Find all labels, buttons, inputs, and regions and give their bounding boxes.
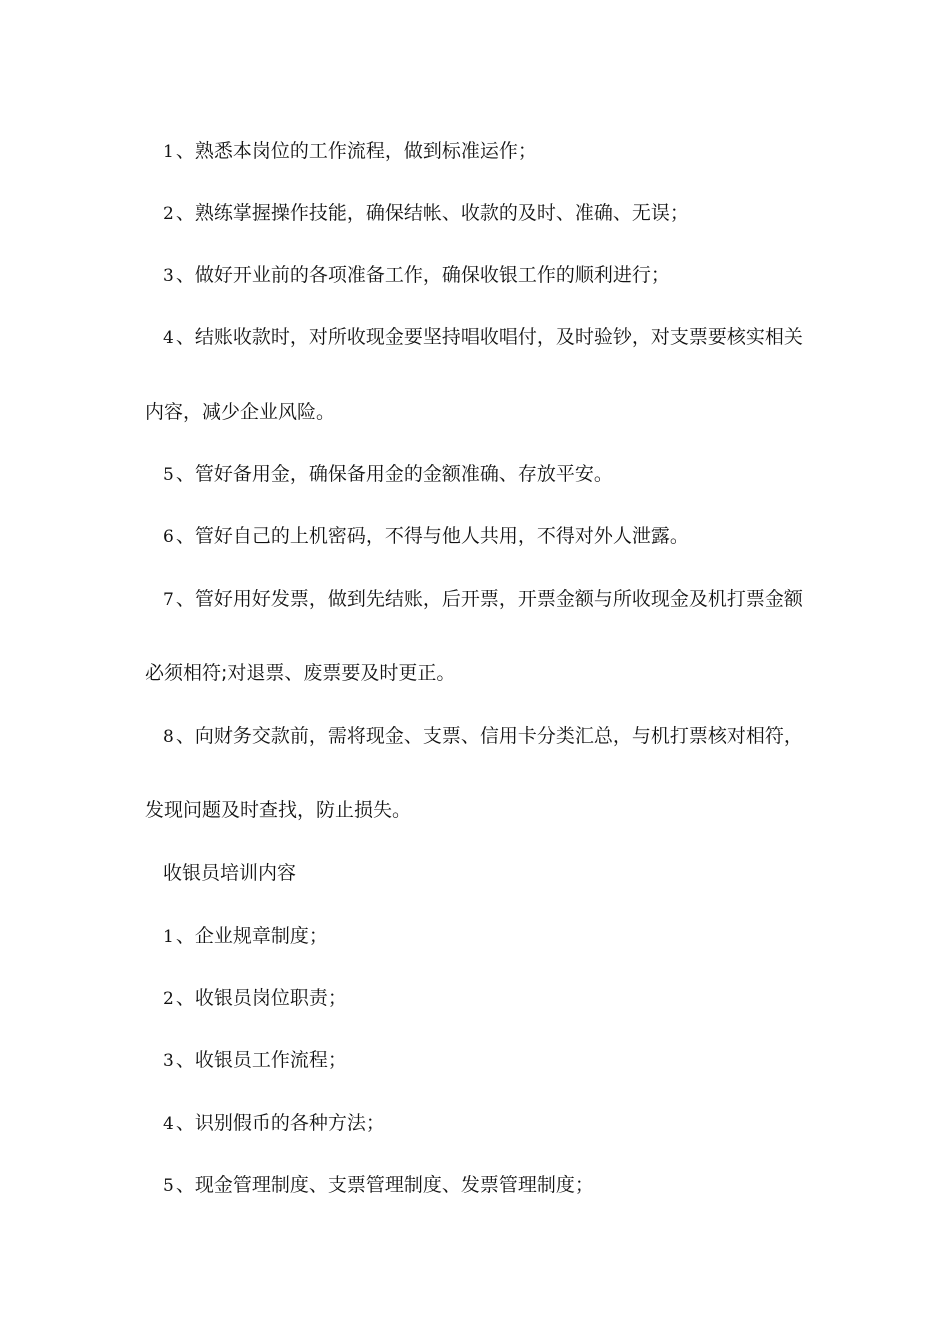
training-item-2: [0, 985, 950, 1012]
item-text: 、现金管理制度、支票管理制度、发票管理制度；: [175, 1174, 594, 1196]
duty-item-5: [0, 461, 950, 488]
training-heading: 收银员培训内容: [163, 862, 297, 884]
item-text: 、企业规章制度；: [175, 925, 328, 947]
item-text: 、识别假币的各种方法；: [175, 1112, 385, 1134]
item-number: 2: [163, 989, 174, 1009]
duty-item-4: [0, 324, 950, 351]
item-number: 1: [163, 927, 174, 947]
item-number: 4: [163, 1114, 174, 1134]
item-text: 、管好用好发票，做到先结账，后开票，开票金额与所收现金及机打票金额: [175, 588, 803, 610]
item-text: 、管好自己的上机密码，不得与他人共用，不得对外人泄露。: [175, 525, 689, 547]
item-text-continued: 必须相符;对退票、废票要及时更正。: [145, 662, 456, 684]
duty-item-4-continuation: [0, 399, 950, 425]
item-text: 、结账收款时，对所收现金要坚持唱收唱付，及时验钞，对支票要核实相关: [175, 326, 803, 348]
duty-item-8-continuation: [0, 797, 950, 823]
item-text: 、熟练掌握操作技能，确保结帐、收款的及时、准确、无误；: [175, 202, 689, 224]
item-number: 7: [163, 590, 174, 610]
item-text: 、收银员工作流程；: [175, 1049, 347, 1071]
item-text-continued: 发现问题及时查找，防止损失。: [145, 799, 412, 821]
item-number: 8: [163, 727, 174, 747]
duty-item-6: [0, 523, 950, 550]
item-text: 、收银员岗位职责；: [175, 987, 347, 1009]
item-text: 、向财务交款前，需将现金、支票、信用卡分类汇总，与机打票核对相符，: [175, 725, 803, 747]
item-text-continued: 内容，减少企业风险。: [145, 401, 336, 423]
item-number: 3: [163, 1051, 174, 1071]
item-number: 5: [163, 1176, 174, 1196]
item-text: 、做好开业前的各项准备工作，确保收银工作的顺利进行；: [175, 264, 670, 286]
duty-item-1: [0, 138, 950, 165]
item-number: 3: [163, 266, 174, 286]
item-number: 5: [163, 465, 174, 485]
training-item-4: [0, 1110, 950, 1137]
duty-item-8: [0, 723, 950, 750]
training-item-5: [0, 1172, 950, 1199]
duty-item-7: [0, 586, 950, 613]
item-number: 1: [163, 142, 174, 162]
item-text: 、管好备用金，确保备用金的金额准确、存放平安。: [175, 463, 613, 485]
item-number: 2: [163, 204, 174, 224]
item-number: 6: [163, 527, 174, 547]
training-item-3: [0, 1047, 950, 1074]
training-item-1: [0, 923, 950, 950]
item-text: 、熟悉本岗位的工作流程，做到标准运作；: [175, 140, 537, 162]
item-number: 4: [163, 328, 174, 348]
duty-item-2: [0, 200, 950, 227]
duty-item-7-continuation: [0, 660, 950, 686]
duty-item-3: [0, 262, 950, 289]
